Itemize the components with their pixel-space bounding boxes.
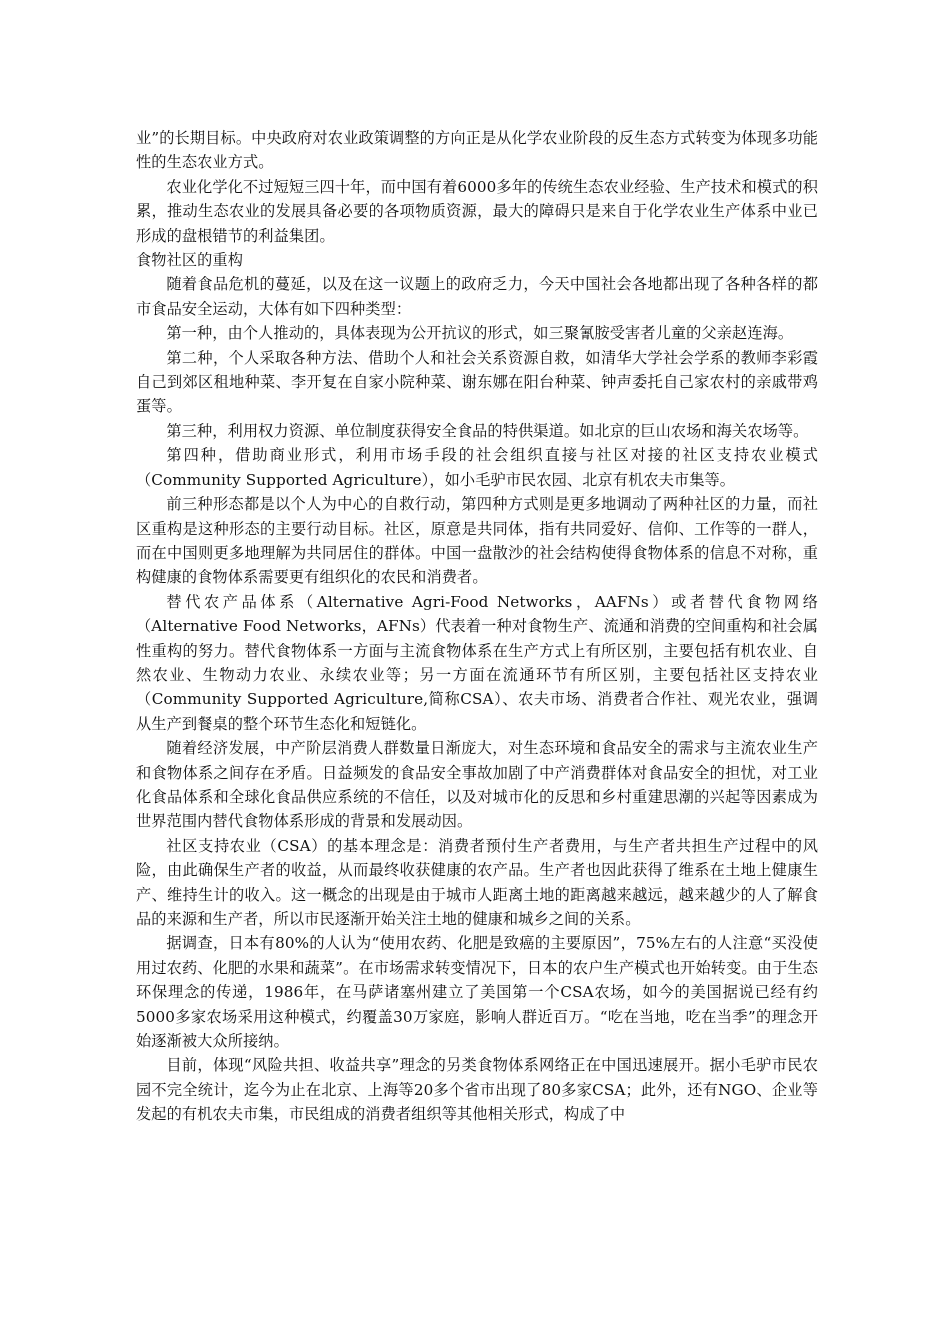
paragraph: 随着食品危机的蔓延，以及在这一议题上的政府乏力，今天中国社会各地都出现了各种各样的都市食品安全运动，大体有如下四种类型：: [136, 275, 818, 318]
paragraph: 业”的长期目标。中央政府对农业政策调整的方向正是从化学农业阶段的反生态方式转变为体现多功能性的生态农业方式。: [136, 129, 818, 172]
paragraph: 目前，体现“风险共担、收益共享”理念的另类食物体系网络正在中国迅速展开。据小毛驴市民农园不完全统计，迄今为止在北京、上海等20多个省市出现了80多家CSA；此外，还有NGO、企业等发起的有机农夫市集，市民组成的消费者组织等其他相关形式，构成了中: [136, 1056, 818, 1124]
body-text: [136, 126, 818, 1127]
paragraph: 第二种，个人采取各种方法、借助个人和社会关系资源自救，如清华大学社会学系的教师李彩霞自己到郊区租地种菜、李开复在自家小院种菜、谢东娜在阳台种菜、钟声委托自己家农村的亲戚带鸡蛋等。: [136, 348, 818, 416]
paragraph: 据调查，日本有80%的人认为“使用农药、化肥是致癌的主要原因”，75%左右的人注意“买没使用过农药、化肥的水果和蔬菜”。在市场需求转变情况下，日本的农户生产模式也开始转变。由于生态环保理念的传递，1986年，在马萨诸塞州建立了美国第一个CSA农场，如今的美国据说已经有约5000多家农场采用这种模式，约覆盖30万家庭，影响人群近百万。“吃在当地，吃在当季”的理念开始逐渐被大众所接纳。: [136, 934, 818, 1051]
paragraph: 第四种，借助商业形式，利用市场手段的社会组织直接与社区对接的社区支持农业模式（Community Supported Agriculture），如小毛驴市民农园、北京有机农夫市集等。: [136, 446, 818, 489]
paragraph: 第一种，由个人推动的，具体表现为公开抗议的形式，如三聚氰胺受害者儿童的父亲赵连海。: [166, 324, 794, 343]
paragraph: 随着经济发展，中产阶层消费人群数量日渐庞大，对生态环境和食品安全的需求与主流农业生产和食物体系之间存在矛盾。日益频发的食品安全事故加剧了中产消费群体对食品安全的担忧，对工业化食品体系和全球化食品供应系统的不信任，以及对城市化的反思和乡村重建思潮的兴起等因素成为世界范围内替代食物体系形成的背景和发展动因。: [136, 739, 818, 831]
paragraph: 替代农产品体系（Alternative Agri-Food Networks，AAFNs）或者替代食物网络（Alternative Food Networks，AFNs）代表着一种对食物生产、流通和消费的空间重构和社会属性重构的努力。替代食物体系一方面与主流食物体系在生产方式上有所区别，主要包括有机农业、自然农业、生物动力农业、永续农业等；另一方面在流通环节有所区别，主要包括社区支持农业（Community Supported Agriculture,简称CSA）、农夫市场、消费者合作社、观光农业，强调从生产到餐桌的整个环节生态化和短链化。: [136, 592, 818, 733]
paragraph: 第三种，利用权力资源、单位制度获得安全食品的特供渠道。如北京的巨山农场和海关农场等。: [166, 421, 809, 440]
section-heading: 食物社区的重构: [136, 251, 244, 270]
paragraph: 社区支持农业（CSA）的基本理念是：消费者预付生产者费用，与生产者共担生产过程中的风险，由此确保生产者的收益，从而最终收获健康的农产品。生产者也因此获得了维系在土地上健康生产、维持生计的收入。这一概念的出现是由于城市人距离土地的距离越来越远，越来越少的人了解食品的来源和生产者，所以市民逐渐开始关注土地的健康和城乡之间的关系。: [136, 836, 818, 928]
paragraph: 前三种形态都是以个人为中心的自救行动，第四种方式则是更多地调动了两种社区的力量，而社区重构是这种形态的主要行动目标。社区，原意是共同体，指有共同爱好、信仰、工作等的一群人，而在中国则更多地理解为共同居住的群体。中国一盘散沙的社会结构使得食物体系的信息不对称，重构健康的食物体系需要更有组织化的农民和消费者。: [136, 495, 818, 587]
paragraph: 农业化学化不过短短三四十年，而中国有着6000多年的传统生态农业经验、生产技术和模式的积累，推动生态农业的发展具备必要的各项物质资源，最大的障碍只是来自于化学农业生产体系中业已形成的盘根错节的利益集团。: [136, 177, 818, 245]
